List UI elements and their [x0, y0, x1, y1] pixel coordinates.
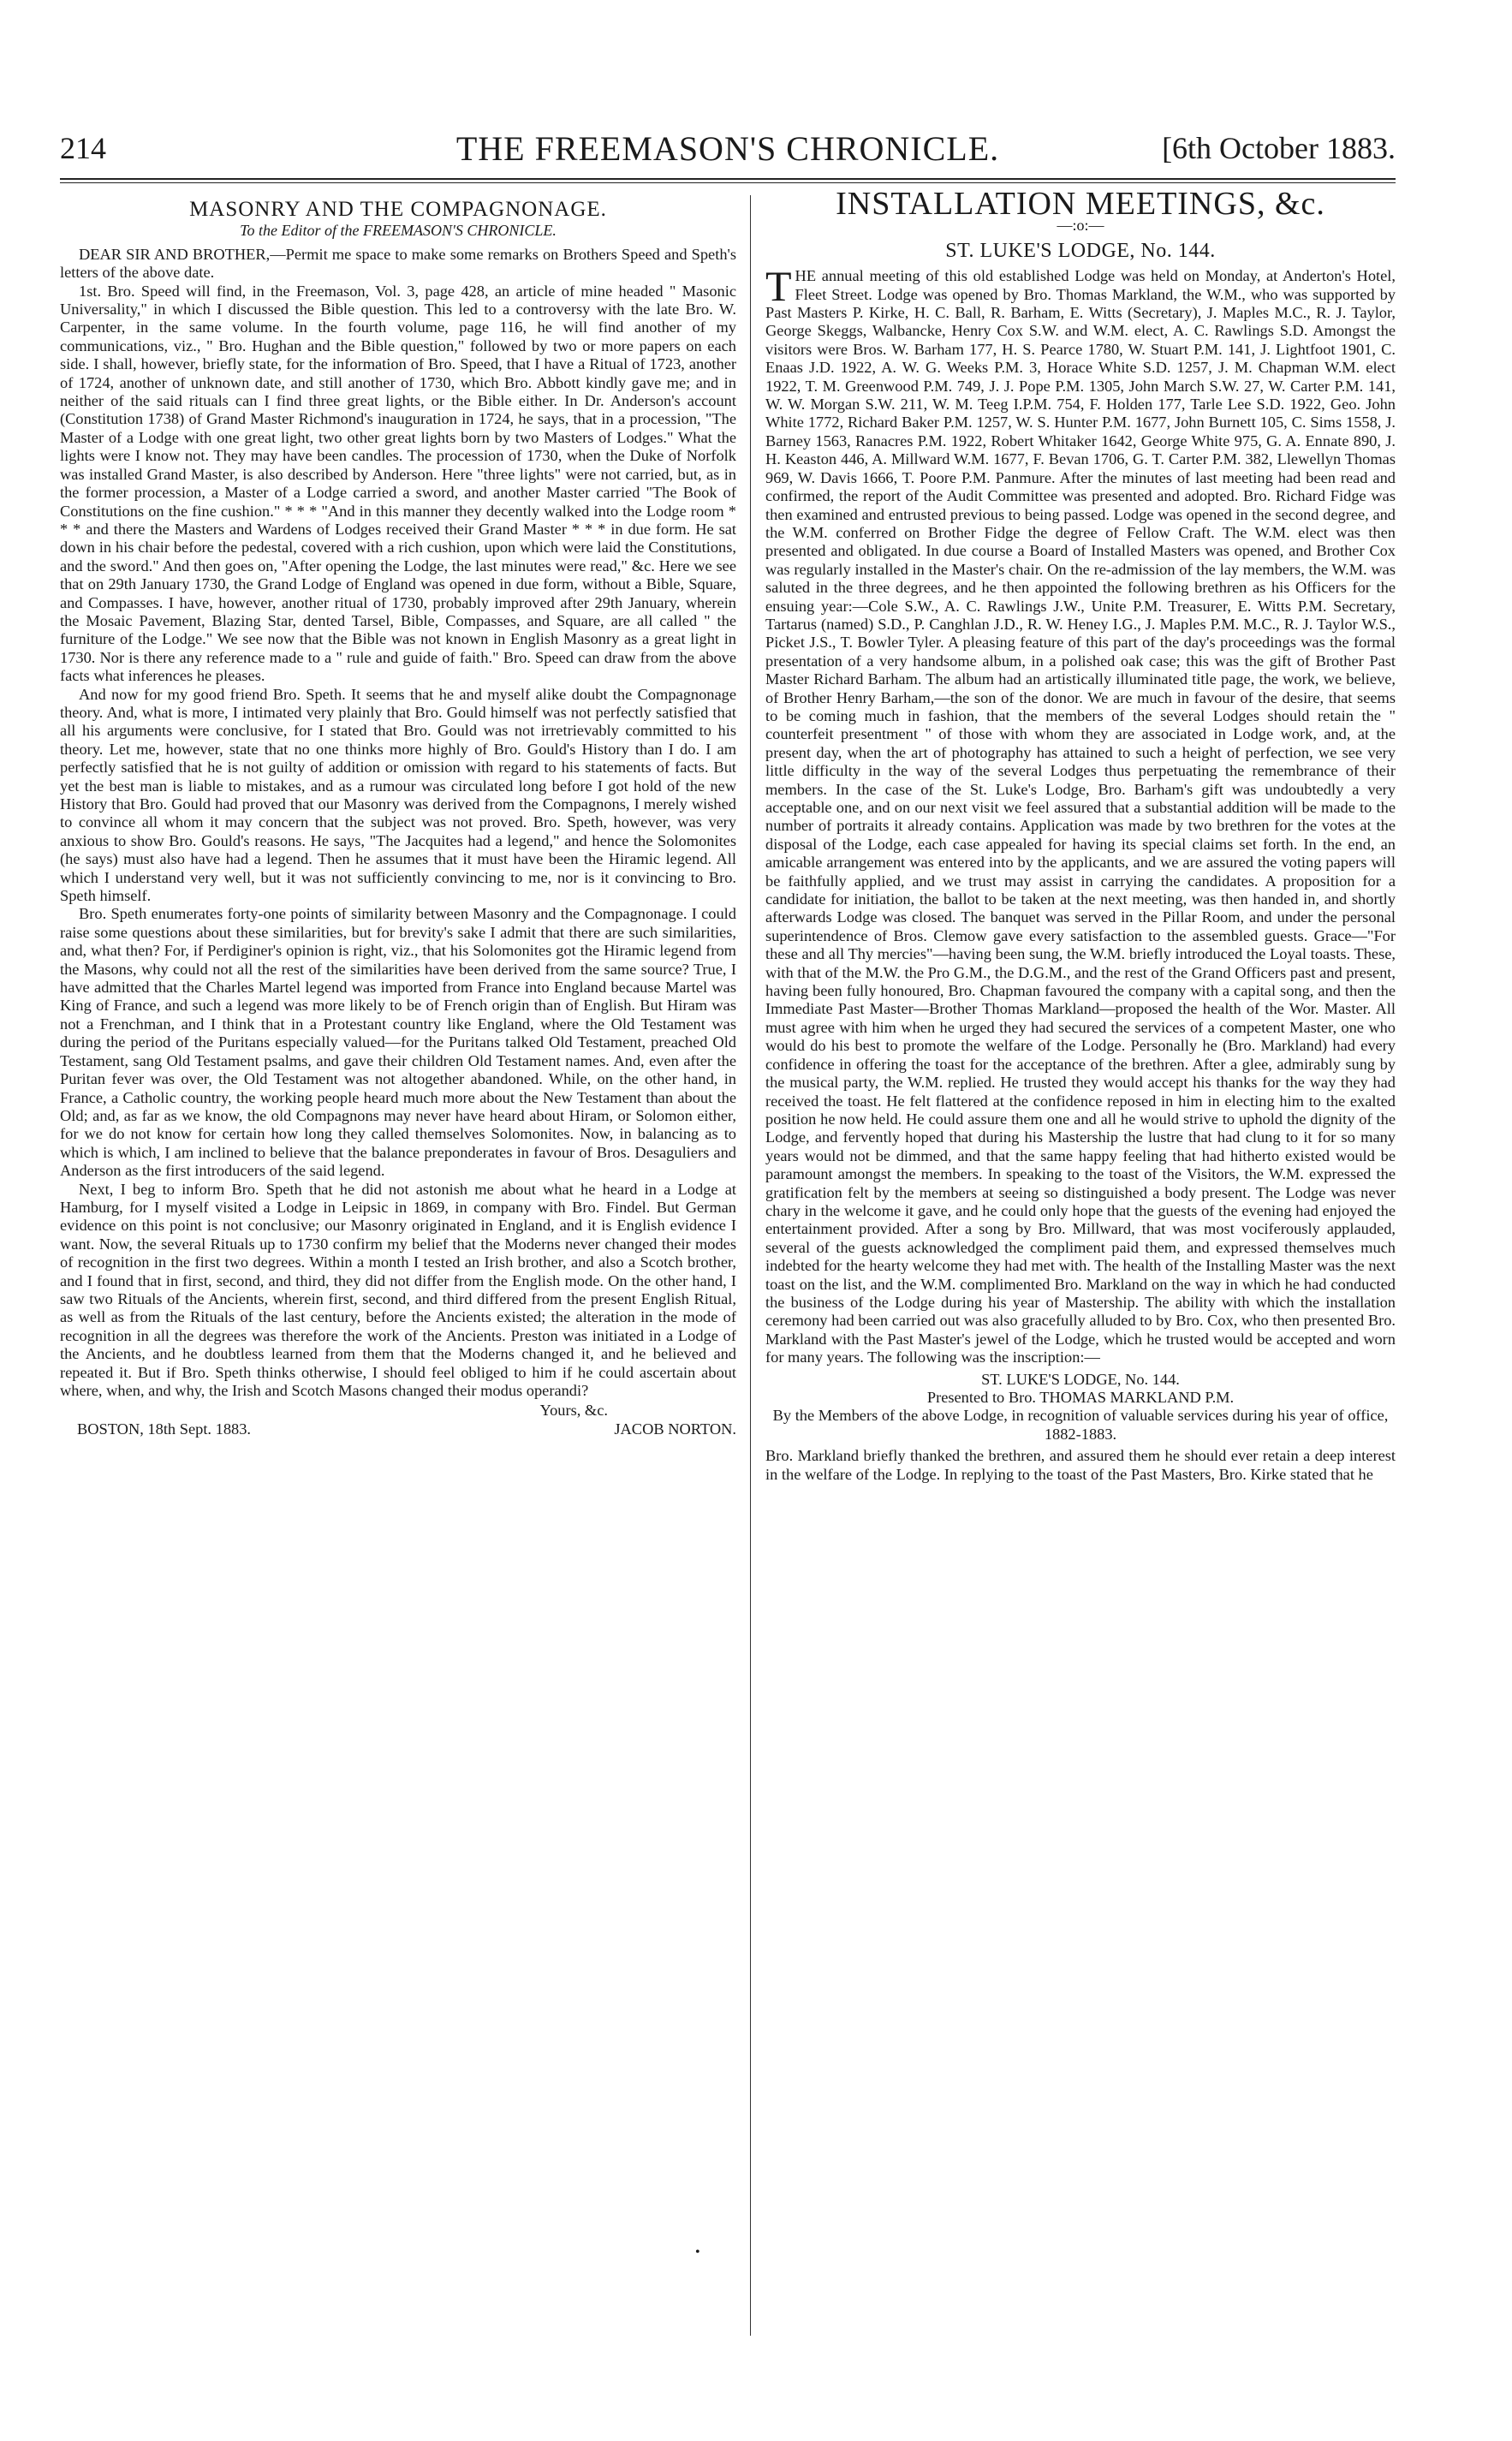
article-heading-compagnonage: MASONRY AND THE COMPAGNONAGE.: [189, 198, 607, 221]
place-date: BOSTON, 18th Sept. 1883.: [77, 1420, 251, 1438]
paragraph: 1st. Bro. Speed will find, in the Freemason, Vol. 3, page 428, an article of mine headed " Masonic Universality," in which I discussed the Bible question. This led to a controversy with the late Bro. W. Carpenter, in the same volume. In the fourth volume, page 116, he will find another of my communications, viz., " Bro. Hughan and the Bible question," followed by two or more papers on each side. I shall, however, briefly state, for the information of Bro. Speed, that I have a Ritual of 1723, another of 1724, another of unknown date, and still another of 1730, which Bro. Abbott kindly gave me; and in neither of the said rituals can I find three great lights, or the Bible either. In Dr. Anderson's account (Constitution 1738) of Grand Master Richmond's inauguration in 1724, he says, that in a procession, "The Master of a Lodge with one great light, two other great lights born by two Masters of Lodges." What the lights were I know not. They may have been candles. The procession of 1730, when the Duke of Norfolk was installed Grand Master, is also described by Anderson. Here "three lights" were not carried, but, as in the former procession, a Master of a Lodge carried a sword, and another Master carried "The Book of Constitutions on the fine cushion." * * * "And in this manner they decently walked into the Lodge room * * * and there the Masters and Wardens of Lodges received their Grand Master * * * in due form. He sat down in his chair before the pedestal, covered with a rich cushion, upon which were laid the Constitutions, and the sword." And then goes on, "After opening the Lodge, the last minutes were read," &c. Here we see that on 29th January 1730, the Grand Lodge of England was opened in due form, without a Bible, Square, and Compasses. I have, however, another ritual of 1730, probably improved after 29th January, wherein the Mosaic Pavement, Blazing Star, dented Tarsel, Bible, Compasses, and Square, are all called " the furniture of the Lodge." We see now that the Bible was not known in English Masonry as a great light in 1730. Nor is there any reference made to a " rule and guide of faith." Bro. Speed can draw from the above facts what inferences he pleases.: [60, 282, 736, 685]
header-rule: [60, 178, 1396, 180]
masthead: [60, 128, 1396, 175]
masthead-title: THE FREEMASON'S CHRONICLE.: [455, 129, 1000, 168]
paragraph: Next, I beg to inform Bro. Speth that he did not astonish me about what he heard in a Lodge at Hamburg, for I myself visited a Lodge in Leipsic in 1869, in company with Bro. Findel. But German evidence on this point is not conclusive; our Masonry originated in England, and it is English evidence I want. Now, the several Rituals up to 1730 confirm my belief that the Moderns never changed their modes of recognition in the first two degrees. Within a month I tested an Irish brother, and also a Scotch brother, and I found that in first, second, and third, they did not differ from the English mode. On the other hand, I saw two Rituals of the Ancients, wherein first, second, and third differed from the present English Ritual, as well as from the Rituals of the last century, before the Ancients existed; the alteration in the mode of recognition in all the degrees was therefore the work of the Ancients. Preston was initiated in a Lodge of the Ancients, and he doubtless learned from them that the Moderns changed it, and he believed and repeated it. But if Bro. Speth thinks otherwise, I should feel obliged to him if he could ascertain about where, when, and why, the Irish and Scotch Masons changed their modus operandi?: [60, 1180, 736, 1399]
column-divider: [750, 195, 751, 2336]
article-subheading: To the Editor of the FREEMASON'S CHRONICLE.: [240, 222, 557, 240]
letter-signoff: [60, 1400, 736, 1441]
lodge-heading: ST. LUKE'S LODGE, No. 144.: [945, 239, 1216, 262]
footer-mark: •: [695, 2245, 700, 2259]
right-column: [765, 186, 1396, 1484]
paragraph: Bro. Markland briefly thanked the brethren, and assured them he should ever retain a deep interest in the welfare of the Lodge. In replying to the toast of the Past Masters, Bro. Kirke stated that he: [765, 1447, 1396, 1483]
inscription-line: ST. LUKE'S LODGE, No. 144.: [981, 1370, 1180, 1388]
section-heading-installation: INSTALLATION MEETINGS, &c.: [836, 186, 1325, 222]
header-rule-thin: [60, 182, 1396, 183]
page-number: 214: [60, 131, 106, 165]
inscription-line: Presented to Bro. THOMAS MARKLAND P.M.: [926, 1389, 1235, 1406]
inscription-line: By the Members of the above Lodge, in recognition of valuable services during his year of office,: [772, 1407, 1389, 1425]
paragraph-text: HE annual meeting of this old established Lodge was held on Monday, at Anderton's Hotel, Fleet Street. Lodge was opened by Bro. Thomas Markland, the W.M., who was supported by Past Masters P. Kirke, H. C. Ball, R. Barham, E. Witts (Secretary), J. Maples M.C., R. J. Taylor, George Skeggs, Walbancke, Henry Cox S.W. and W.M. elect, A. C. Rawlings S.D. Amongst the visitors were Bros. W. Barham 177, H. S. Pearce 1780, W. Stuart P.M. 141, J. Lightfoot 1901, C. Enaas J.D. 1922, A. W. G. Weeks P.M. 3, Horace White S.D. 1257, J. M. Chapman W.M. elect 1922, T. M. Greenwood P.M. 749, J. J. Pope P.M. 1305, John March S.W. 27, W. Carter P.M. 141, W. W. Morgan S.W. 211, W. M. Teeg I.P.M. 754, F. Holden 177, Tarle Lee S.D. 1922, Geo. John White 1772, Richard Baker P.M. 1257, W. S. Hunter P.M. 1677, John Burnett 105, C. Sims 1558, J. Barney 1563, Ranacres P.M. 1922, Robert Whitaker 1642, George White 975, G. A. Ennate 890, J. H. Keaston 446, A. Millward W.M. 1677, F. Bevan 1706, G. T. Carter P.M. 382, Llewellyn Thomas 969, W. Davis 1666, T. Poore P.M. Panmure. After the minutes of last meeting had been read and confirmed, the report of the Audit Committee was presented and adopted. Bro. Richard Fidge was then examined and entrusted previous to being passed. Lodge was opened in the second degree, and the W.M. conferred on Brother Fidge the degree of Fellow Craft. The W.M. elect was then presented and obligated. In due course a Board of Installed Masters was opened, and Brother Cox was regularly installed in the Master's chair. On the re-admission of the lay members, the W.M. was saluted in the three degrees, and he then appointed the following brethren as his Officers for the ensuing year:—Cole S.W., A. C. Rawlings J.W., Unite P.M. Treasurer, E. Witts P.M. Secretary, Tartarus (named) S.D., P. Canghlan J.D., R. W. Heney I.G., J. Maples P.M. M.C., R. J. Taylor W.S., Picket J.S., T. Bowler Tyler. A pleasing feature of this part of the day's proceedings was the formal presentation of a very handsome album, in a polished oak case; this was the gift of Brother Past Master Richard Barham. The album had an artistically illuminated title page, the work, we believe, of Brother Henry Barham,—the son of the donor. We are much in favour of the desire, that seems to be coming much in fashion, that the members of the several Lodges should retain the " counterfeit presentment " of those with whom they are associated in Lodge work, and, at the present day, when the art of photography has attained to such a height of perfection, we see very little difficulty in the way of the several Lodges thus perpetuating the remembrance of their members. In the case of the St. Luke's Lodge, Bro. Barham's gift was undoubtedly a very acceptable one, and on our next visit we feel assured that a substantial addition will be made to the number of portraits it already contains. Application was made by two brethren for the votes at the disposal of the Lodge, each case appealed for having its special claims set forth. In the end, an amicable arrangement was entered into by the applicants, and we are assured the voting papers will be faithfully applied, and we trust may assist in carrying the candidates. A proposition for a candidate for initiation, the ballot to be taken at the next meeting, was then handed in, and shortly afterwards Lodge was closed. The banquet was served in the Pillar Room, and under the personal superintendence of Bros. Clemow gave every satisfaction to the assembled guests. Grace—"For these and all Thy mercies"—having been sung, the W.M. briefly introduced the Loyal toasts. These, with that of the M.W. the Pro G.M., the D.G.M., and the rest of the Grand Officers past and present, having been fully honoured, Bro. Chapman favoured the company with a capital song, and then the Immediate Past Master—Brother Thomas Markland—proposed the health of the Wor. Master. All must agree with him when he urged they had secured the services of a competent Master, one who would do his best to promote the welfare of the Lodge. Personally he (Bro. Markland) had every confidence in offering the toast for the acceptance of the brethren. After a glee, admirably sung by the musical party, the W.M. replied. He trusted they would accept his thanks for the way they had received the toast. He felt flattered at the confidence reposed in him in electing him to the exalted position he now held. He could assure them one and all he would strive to uphold the dignity of the Lodge, and fervently hoped that during his Mastership the lustre that had clung to it for so many years would not be dimmed, and that the same happy feeling that had hitherto existed would be paramount amongst the members. In speaking to the toast of the Visitors, the W.M. expressed the gratification felt by the members at seeing so distinguished a body present. The Lodge was never chary in the welcome it gave, and he could only hope that the guests of the evening had enjoyed the entertainment provided. After a song by Bro. Millward, that was most vociferously applauded, several of the guests acknowledged the compliment paid them, and expressed themselves much indebted for the hearty welcome they had met with. The health of the Installing Master was the next toast on the list, and the W.M. complimented Bro. Markland on the way in which he had conducted the business of the Lodge during his year of Mastership. The ability with which the installation ceremony had been carried out was also gracefully alluded to by Bro. Cox, who then presented Bro. Markland with the Past Master's jewel of the Lodge, which he trusted would be accepted and worn for many years. The following was the inscription:—: [765, 267, 1396, 1366]
left-column: [60, 195, 736, 1441]
newspaper-page: [60, 128, 1396, 2355]
paragraph: DEAR SIR AND BROTHER,—Permit me space to make some remarks on Brothers Speed and Speth's letters of the above date.: [60, 245, 736, 282]
issue-date: [6th October 1883.: [1162, 131, 1396, 165]
drop-cap: T: [765, 262, 792, 311]
ornament: —:o:—: [1057, 217, 1104, 235]
paragraph: [765, 262, 1396, 1366]
paragraph: And now for my good friend Bro. Speth. It seems that he and myself alike doubt the Compagnonage theory. And, what is more, I intimated very plainly that Bro. Gould himself was not perfectly satisfied that all his arguments were conclusive, for I stated that Bro. Gould was not irretrievably committed to his theory. Let me, however, state that no one thinks more highly of Bro. Gould's History than I do. I am perfectly satisfied that he is not guilty of addition or omission with regard to his statements of facts. But yet the best man is liable to mistakes, and as a rumour was circulated long before I got hold of the new History that Bro. Gould had proved that our Masonry was derived from the Compagnons, I merely wished to convince all whom it may concern that the subject was not proved. Bro. Speth, however, was very anxious to show Bro. Gould's reasons. He says, "The Jacquites had a legend," and hence the Solomonites (he says) must also have had a legend. Then he assumes that it must have been the Hiramic legend. All which I understand very well, but it was not sufficiently convincing to me, nor is it convincing to Bro. Speth himself.: [60, 685, 736, 905]
paragraph: Bro. Speth enumerates forty-one points of similarity between Masonry and the Compagnonage. I could raise some questions about these similarities, but for brevity's sake I admit that there are such similarities, and, what then? For, if Perdiginer's opinion is right, viz., that his Solomonites got the Hiramic legend from the Masons, why could not all the rest of the similarities have been derived from the same source? True, I have admitted that the Charles Martel legend was imported from France into England because Martel was King of France, and such a legend was more likely to be of French origin than of English. But Hiram was not a Frenchman, and I think that in a Protestant country like England, where the Old Testament was during the period of the Puritans especially valued—for the Puritans talked Old Testament, preached Old Testament, sang Old Testament psalms, and gave their children Old Testament names. And, even after the Puritan fever was over, the Old Testament was not altogether abandoned. While, on the other hand, in France, a Catholic country, the working people heard much more about the New Testament than about the Old; and, as far as we know, the old Compagnons may never have heard about Hiram, or Solomon either, for we do not know for certain how long they called themselves Solomonites. Now, in balancing as to which is which, I am inclined to believe that the balance preponderates in favour of Bros. Desaguliers and Anderson as the first introducers of the said legend.: [60, 905, 736, 1180]
author-name: JACOB NORTON.: [614, 1420, 736, 1438]
closing: Yours, &c.: [539, 1402, 608, 1420]
inscription-line: 1882-1883.: [1044, 1425, 1117, 1443]
